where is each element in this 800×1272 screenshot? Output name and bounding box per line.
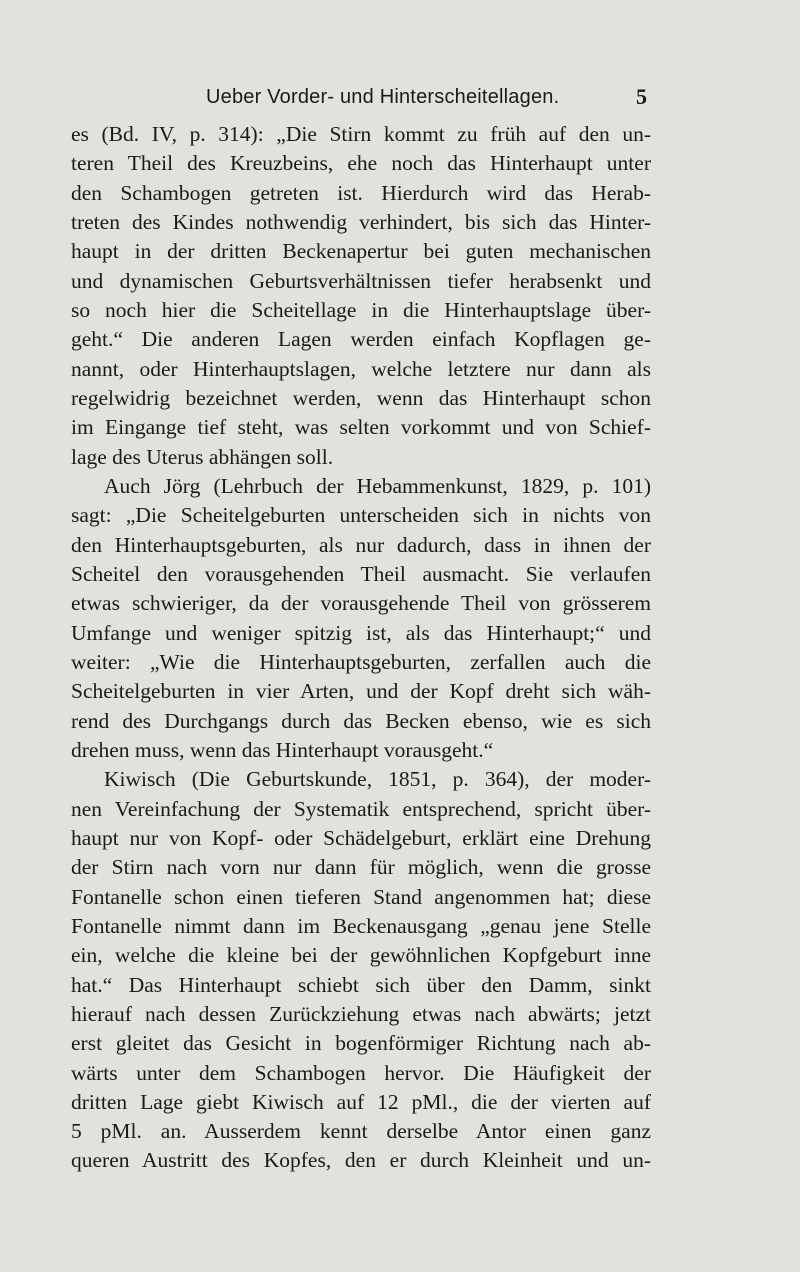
text-line: regelwidrig bezeichnet werden, wenn das Hinterhaupt schon [71,385,651,410]
text-line: im Eingange tief steht, was selten vorkommt und von Schief- [71,415,651,440]
text-line: den Schambogen getreten ist. Hierdurch wird das Herab- [71,180,651,205]
text-line: nannt, oder Hinterhauptslagen, welche letztere nur dann als [71,356,651,381]
text-line: rend des Durchgangs durch das Becken ebenso, wie es sich [71,708,651,733]
text-line: und dynamischen Geburtsverhältnissen tiefer herabsenkt und [71,268,651,293]
text-line: Auch Jörg (Lehrbuch der Hebammenkunst, 1829, p. 101) [104,473,651,498]
text-line: wärts unter dem Schambogen hervor. Die Häufigkeit der [71,1060,651,1085]
text-line: erst gleitet das Gesicht in bogenförmiger Richtung nach ab- [71,1031,651,1056]
text-line: lage des Uterus abhängen soll. [71,444,334,469]
text-line: etwas schwieriger, da der vorausgehende Theil von grösserem [71,591,651,616]
text-line: sagt: „Die Scheitelgeburten unterscheiden sich in nichts von [71,503,651,528]
text-line: den Hinterhauptsgeburten, als nur dadurch, dass in ihnen der [71,532,651,557]
body-text [71,120,651,1176]
text-line: geht.“ Die anderen Lagen werden einfach Kopflagen ge- [71,327,651,352]
text-line: drehen muss, wenn das Hinterhaupt vorausgeht.“ [71,737,494,762]
text-line: 5 pMl. an. Ausserdem kennt derselbe Antor einen ganz [71,1119,651,1144]
text-line: so noch hier die Scheitellage in die Hinterhauptslage über- [71,297,651,322]
text-line: queren Austritt des Kopfes, den er durch Kleinheit und un- [71,1148,651,1173]
text-line: haupt in der dritten Beckenapertur bei guten mechanischen [71,239,651,264]
text-line: Scheitel den vorausgehenden Theil ausmacht. Sie verlaufen [71,561,651,586]
running-title: Ueber Vorder- und Hinterscheitellagen. [206,86,560,108]
text-line: weiter: „Wie die Hinterhauptsgeburten, zerfallen auch die [71,649,651,674]
text-line: teren Theil des Kreuzbeins, ehe noch das Hinterhaupt unter [71,151,651,176]
text-line: nen Vereinfachung der Systematik entsprechend, spricht über- [71,796,651,821]
text-line: treten des Kindes nothwendig verhindert, bis sich das Hinter- [71,209,651,234]
page-number: 5 [636,84,647,109]
text-line: Fontanelle schon einen tieferen Stand angenommen hat; diese [71,884,651,909]
text-line: der Stirn nach vorn nur dann für möglich, wenn die grosse [71,855,651,880]
text-line: Kiwisch (Die Geburtskunde, 1851, p. 364), der moder- [104,767,651,792]
text-line: haupt nur von Kopf- oder Schädelgeburt, erklärt eine Drehung [71,825,651,850]
text-line: Umfange und weniger spitzig ist, als das Hinterhaupt;“ und [71,620,651,645]
text-line: dritten Lage giebt Kiwisch auf 12 pMl., die der vierten auf [71,1089,651,1114]
text-line: Scheitelgeburten in vier Arten, und der Kopf dreht sich wäh- [71,679,651,704]
text-line: es (Bd. IV, p. 314): „Die Stirn kommt zu früh auf den un- [71,122,651,146]
text-line: hat.“ Das Hinterhaupt schiebt sich über den Damm, sinkt [71,972,651,997]
text-line: Fontanelle nimmt dann im Beckenausgang „genau jene Stelle [71,913,651,938]
text-line: hierauf nach dessen Zurückziehung etwas nach abwärts; jetzt [71,1001,651,1026]
text-line: ein, welche die kleine bei der gewöhnlichen Kopfgeburt inne [71,943,651,968]
